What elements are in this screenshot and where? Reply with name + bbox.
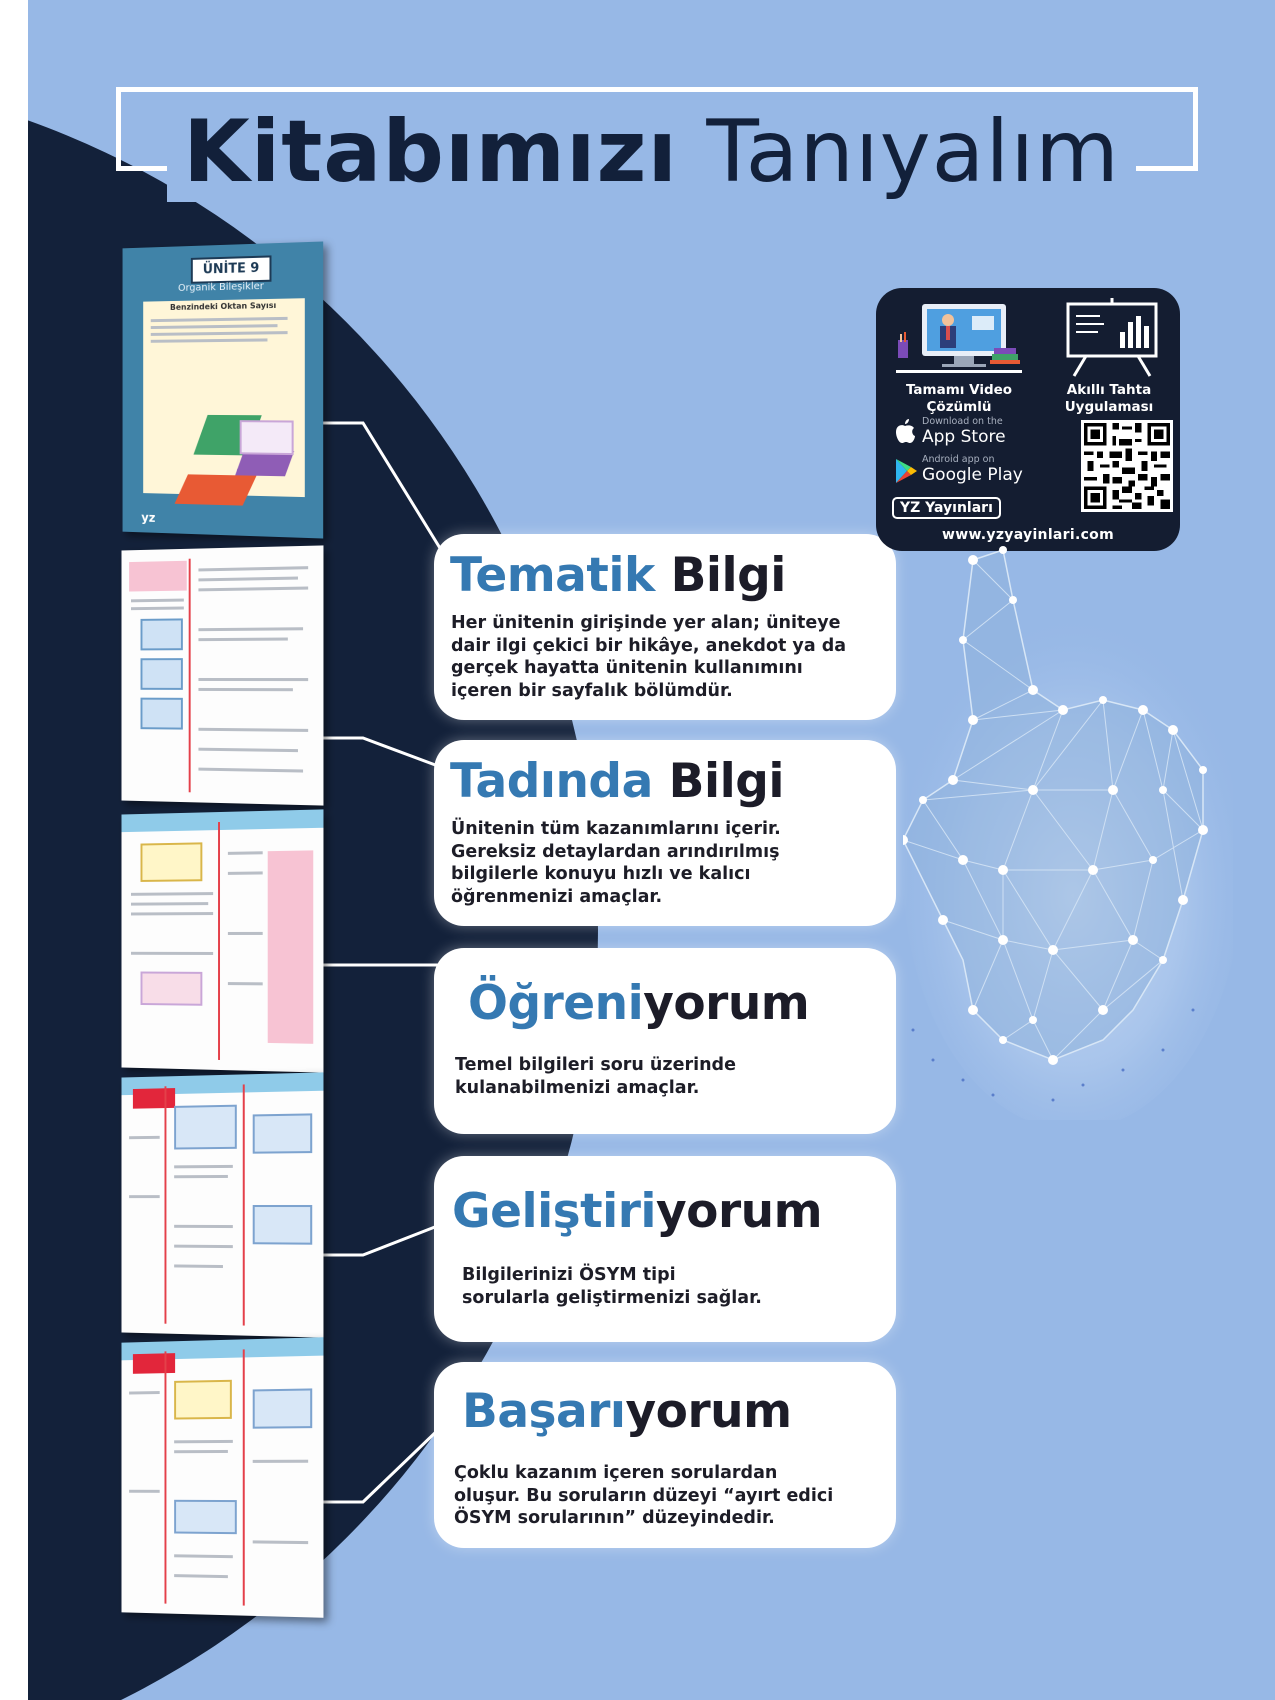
apple-icon (894, 418, 916, 444)
app-store-label: App Store (922, 427, 1006, 447)
card-description: Ünitenin tüm kazanımlarını içerir. Gereksiz detaylardan arındırılmış bilgilerle konuyu hızlı ve kalıcı öğrenmenizi amaçlar. (451, 819, 781, 907)
thumbnail-publisher-mark: yz (141, 510, 156, 525)
card-description: Temel bilgileri soru üzerinde kulanabilmenizi amaçlar. (455, 1055, 736, 1098)
title-light: Tanıyalım (706, 102, 1120, 202)
smart-board-icon (1064, 296, 1160, 378)
card-heading-dark: Bilgi (652, 754, 784, 809)
thumbnail-topic: Benzindeki Oktan Sayısı (169, 300, 277, 312)
title-bold: Kitabımızı (183, 102, 679, 202)
video-teacher-icon (894, 298, 1024, 380)
page-title (28, 102, 1275, 202)
thumbnail-tadinda-bilgi (122, 545, 324, 805)
card-heading (468, 976, 809, 1031)
card-heading-dark: yorum (625, 1384, 792, 1439)
page-canvas (28, 0, 1275, 1700)
card-heading (450, 548, 786, 603)
thumbnail-tematik-bilgi (123, 241, 324, 538)
card-gelistiriyorum (434, 1156, 896, 1342)
thumbnail-inner-page (143, 298, 305, 497)
thumbnail-ogreniyorum (122, 809, 324, 1072)
publisher-badge: YZ Yayınları (892, 497, 1001, 519)
google-play-badge[interactable] (890, 454, 1050, 490)
card-basariyorum (434, 1362, 896, 1548)
polygon-hand-illustration (903, 540, 1233, 1120)
app-store-badge[interactable] (890, 416, 1050, 452)
card-description: Bilgilerinizi ÖSYM tipi sorularla geliştirmenizi sağlar. (462, 1265, 762, 1308)
card-description: Çoklu kazanım içeren sorulardan oluşur. Bu soruların düzeyi “ayırt edici ÖSYM sorularının” düzeyindedir. (454, 1463, 834, 1528)
card-heading-blue: Başarı (462, 1384, 626, 1439)
card-tematik-bilgi (434, 534, 896, 720)
card-heading (450, 754, 784, 809)
video-solution-label: Tamamı Video Çözümlü (905, 382, 1013, 415)
card-description: Her ünitenin girişinde yer alan; üniteye dair ilgi çekici bir hikâye, anekdot ya da gerçek hayatta ünitenin kullanımını içeren bir sayfalık bölümdür. (451, 613, 847, 701)
unite-badge (191, 255, 272, 283)
website-link[interactable]: www.yzyayinlari.com (941, 527, 1114, 543)
thumbnail-basariyorum (122, 1337, 324, 1618)
card-heading-dark: yorum (643, 976, 810, 1031)
card-ogreniyorum (434, 948, 896, 1134)
card-heading-dark: yorum (656, 1184, 823, 1239)
thumbnail-subtitle: Organik Bileşikler (177, 280, 264, 294)
google-play-label: Google Play (922, 465, 1023, 485)
card-heading-blue: Tematik (450, 548, 655, 603)
google-play-icon (894, 458, 918, 484)
card-heading (452, 1184, 822, 1239)
card-heading-dark: Bilgi (654, 548, 786, 603)
thumbnail-gelistiriyorum (122, 1072, 324, 1337)
app-info-panel (876, 288, 1180, 551)
unite-label: ÜNİTE 9 (202, 260, 260, 278)
card-heading-blue: Geliştiri (452, 1184, 657, 1239)
card-tadinda-bilgi (434, 740, 896, 926)
card-heading-blue: Öğreni (468, 976, 644, 1031)
card-heading-blue: Tadında (450, 754, 653, 809)
app-store-small-text: Download on the (922, 416, 1003, 427)
qr-code-icon[interactable] (1081, 420, 1173, 512)
smart-board-label: Akıllı Tahta Uygulaması (1064, 382, 1154, 415)
google-play-small-text: Android app on (922, 454, 995, 465)
card-heading (462, 1384, 792, 1439)
